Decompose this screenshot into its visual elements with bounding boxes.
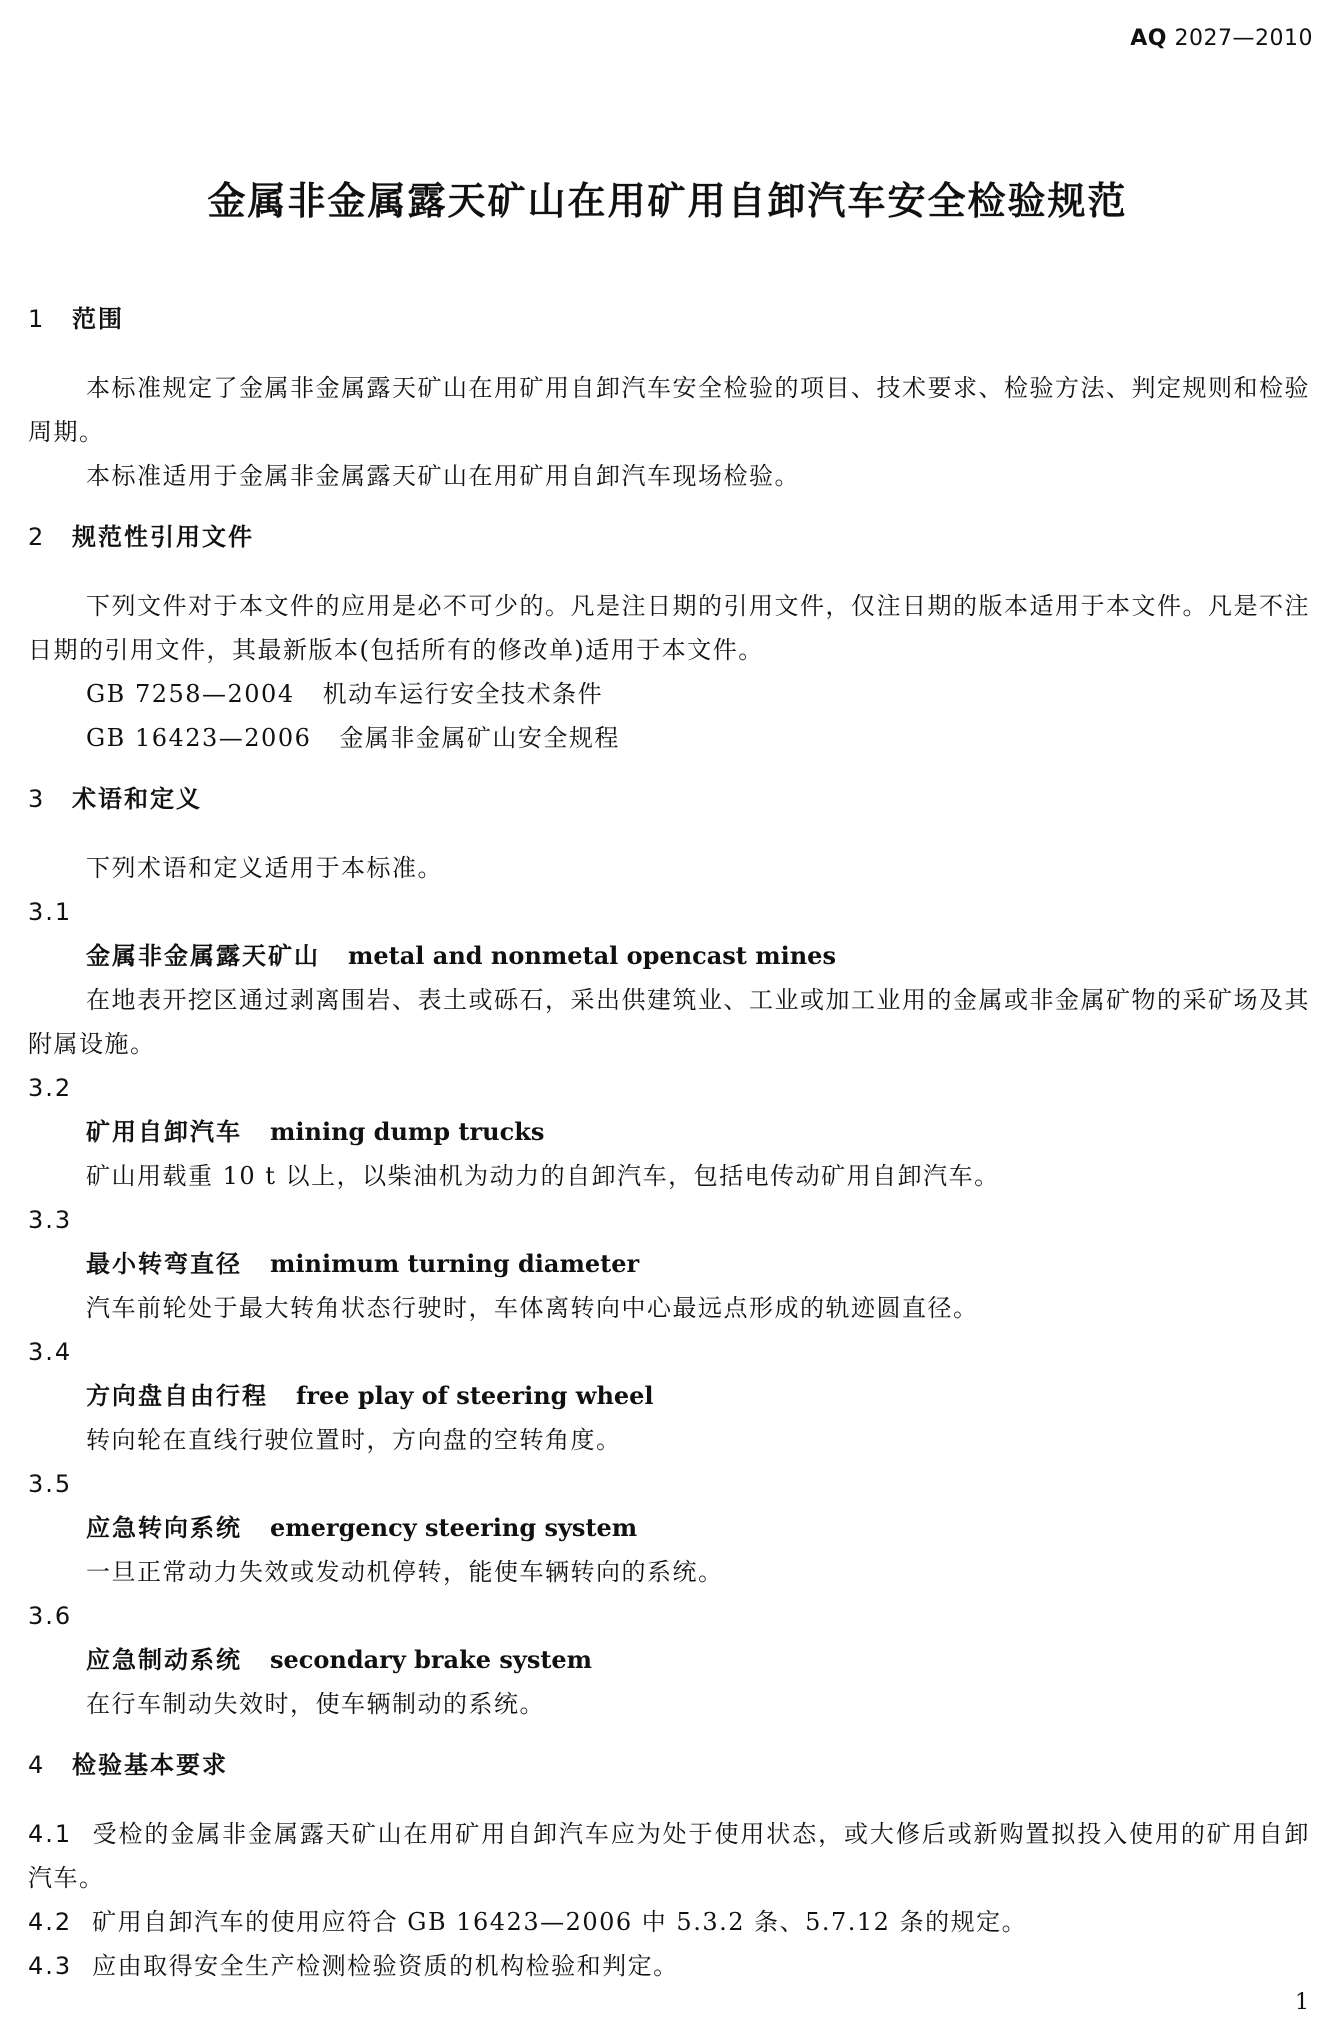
reference-item	[28, 672, 1310, 716]
term-number: 3.1	[28, 898, 73, 926]
term-name-en: minimum turning diameter	[270, 1249, 640, 1278]
term-name	[28, 934, 1310, 978]
section-heading-terms	[28, 782, 1310, 816]
term-name-cn: 矿用自卸汽车	[86, 1118, 242, 1146]
clause	[28, 1900, 1310, 1944]
term-number: 3.2	[28, 1074, 73, 1102]
term-number: 3.3	[28, 1206, 73, 1234]
term-name-cn: 方向盘自由行程	[86, 1382, 268, 1410]
standard-code	[1130, 26, 1313, 51]
reference-name: 金属非金属矿山安全规程	[339, 724, 620, 752]
term-name	[28, 1638, 1310, 1682]
section-number: 3	[28, 785, 46, 813]
term-definition: 矿山用载重 10 t 以上，以柴油机为动力的自卸汽车，包括电传动矿用自卸汽车。	[86, 1162, 1000, 1190]
term-name-cn: 应急转向系统	[86, 1514, 242, 1542]
references-paragraph: 下列文件对于本文件的应用是必不可少的。凡是注日期的引用文件，仅注日期的版本适用于本文件。凡是不注日期的引用文件，其最新版本(包括所有的修改单)适用于本文件。	[28, 592, 1310, 664]
term-name-cn: 金属非金属露天矿山	[86, 942, 320, 970]
term-definition: 在地表开挖区通过剥离围岩、表土或砾石，采出供建筑业、工业或加工业用的金属或非金属矿物的采矿场及其附属设施。	[28, 986, 1310, 1058]
term-name-en: emergency steering system	[270, 1513, 638, 1542]
section-heading-requirements	[28, 1748, 1310, 1782]
section-title: 术语和定义	[72, 785, 202, 813]
clause-text: 应由取得安全生产检测检验资质的机构检验和判定。	[92, 1952, 679, 1980]
clause-number: 4.2	[28, 1908, 73, 1936]
scope-paragraph-2: 本标准适用于金属非金属露天矿山在用矿用自卸汽车现场检验。	[86, 462, 800, 490]
section-title: 检验基本要求	[72, 1751, 228, 1779]
clause-number: 4.3	[28, 1952, 73, 1980]
reference-code: GB 7258—2004	[86, 680, 295, 708]
term-definition: 在行车制动失效时，使车辆制动的系统。	[86, 1690, 545, 1718]
standard-number: 2027—2010	[1174, 26, 1313, 51]
reference-code: GB 16423—2006	[86, 724, 312, 752]
term-definition: 汽车前轮处于最大转角状态行驶时，车体离转向中心最远点形成的轨迹圆直径。	[86, 1294, 979, 1322]
term-name	[28, 1506, 1310, 1550]
clause-text: 矿用自卸汽车的使用应符合 GB 16423—2006 中 5.3.2 条、5.7.12 条的规定。	[92, 1908, 1028, 1936]
reference-name: 机动车运行安全技术条件	[322, 680, 604, 708]
standard-prefix: AQ	[1130, 26, 1168, 51]
term-name-en: free play of steering wheel	[296, 1381, 654, 1410]
section-number: 4	[28, 1751, 46, 1779]
reference-item	[28, 716, 1310, 760]
clause-number: 4.1	[28, 1820, 73, 1848]
section-heading-references	[28, 520, 1310, 554]
term-name	[28, 1242, 1310, 1286]
scope-paragraph-1: 本标准规定了金属非金属露天矿山在用矿用自卸汽车安全检验的项目、技术要求、检验方法、判定规则和检验周期。	[28, 374, 1310, 446]
term-name-en: mining dump trucks	[270, 1117, 545, 1146]
document-title: 金属非金属露天矿山在用矿用自卸汽车安全检验规范	[207, 179, 1128, 223]
section-number: 1	[28, 305, 46, 333]
clause	[28, 1944, 1310, 1988]
term-name-en: metal and nonmetal opencast mines	[348, 941, 836, 970]
section-title: 规范性引用文件	[72, 523, 254, 551]
section-title: 范围	[72, 305, 124, 333]
term-definition: 转向轮在直线行驶位置时，方向盘的空转角度。	[86, 1426, 622, 1454]
term-definition: 一旦正常动力失效或发动机停转，能使车辆转向的系统。	[86, 1558, 724, 1586]
section-heading-scope	[28, 302, 1310, 336]
term-name	[28, 1110, 1310, 1154]
term-name-cn: 最小转弯直径	[86, 1250, 242, 1278]
clause	[28, 1812, 1310, 1900]
term-number: 3.4	[28, 1338, 73, 1366]
term-name-cn: 应急制动系统	[86, 1646, 242, 1674]
term-name	[28, 1374, 1310, 1418]
document-body	[28, 302, 1310, 1988]
section-number: 2	[28, 523, 46, 551]
clause-text: 受检的金属非金属露天矿山在用矿用自卸汽车应为处于使用状态，或大修后或新购置拟投入使用的矿用自卸汽车。	[28, 1820, 1310, 1892]
term-number: 3.6	[28, 1602, 73, 1630]
term-number: 3.5	[28, 1470, 73, 1498]
terms-intro: 下列术语和定义适用于本标准。	[86, 854, 443, 882]
page-number: 1	[1295, 1990, 1309, 2015]
term-name-en: secondary brake system	[270, 1645, 593, 1674]
